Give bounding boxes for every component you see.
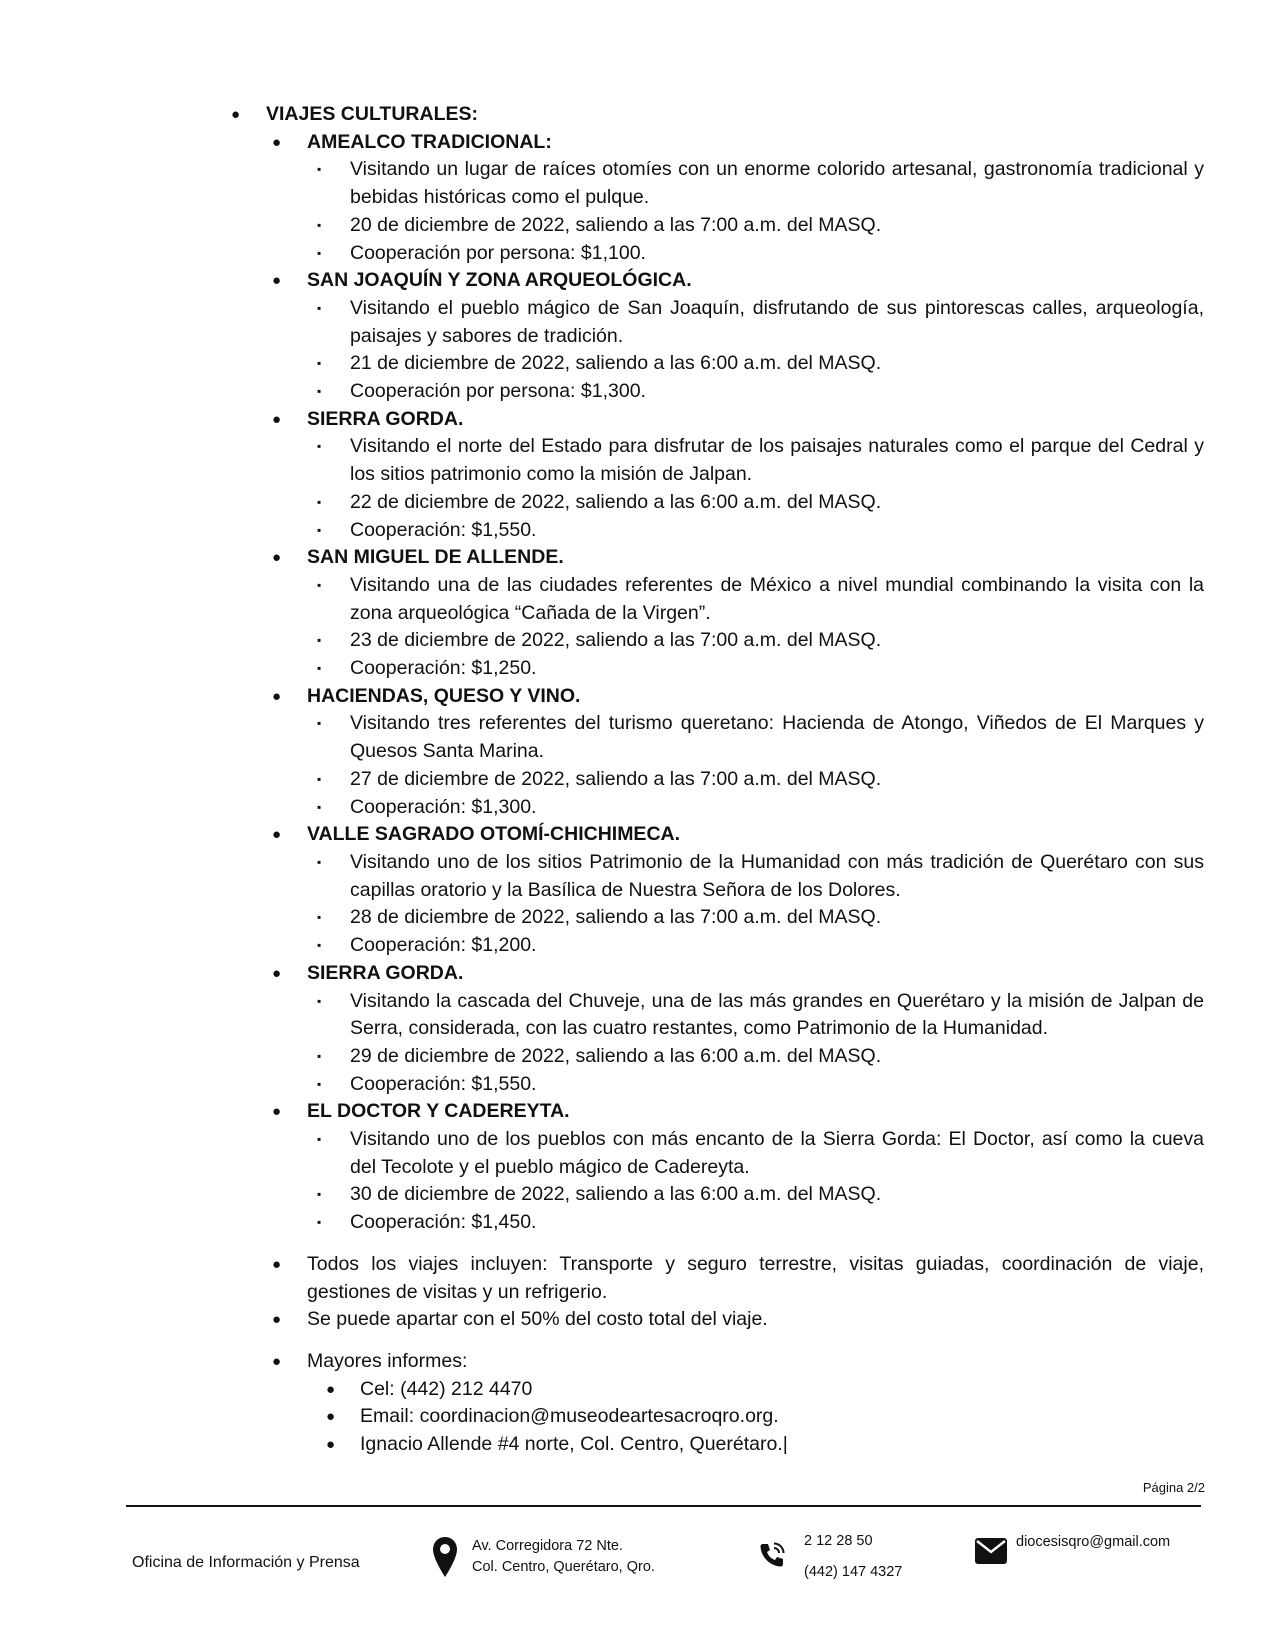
trip-cost: ▪ Cooperación por persona: $1,100. [317,241,646,264]
trip-description: ▪ Visitando una de las ciudades referentes de México a nivel mundial combinando la visita con la zona arqueológica “Cañada de la Virgen”. [317,573,1204,624]
page-number: Página 2/2 [1142,1480,1205,1495]
includes-note: ● Todos los viajes incluyen: Transporte y seguro terrestre, visitas guiadas, coordinación de viaje, gestiones de visitas y un refrigerio. [272,1252,1204,1303]
trip-date: ▪ 30 de diciembre de 2022, saliendo a las 6:00 a.m. del MASQ. [317,1183,882,1206]
footer-office: Oficina de Información y Prensa [132,1554,360,1571]
trip-cost: ▪ Cooperación: $1,450. [317,1211,537,1234]
trips-container [228,129,1204,1237]
deposit-note: ● Se puede apartar con el 50% del costo total del viaje. [272,1308,768,1331]
envelope-icon [975,1538,1007,1564]
trip-title: ● HACIENDAS, QUESO Y VINO. [272,684,581,707]
trips-list [228,101,1204,1459]
trip-cost: ▪ Cooperación: $1,550. [317,1072,537,1095]
trip-title: ● SIERRA GORDA. [272,961,464,984]
trip-date: ▪ 27 de diciembre de 2022, saliendo a las 7:00 a.m. del MASQ. [317,767,882,790]
trip-title: ● SAN MIGUEL DE ALLENDE. [272,546,564,569]
footer [0,1516,1275,1596]
info-heading: ● Mayores informes: [272,1349,468,1372]
info-item-email: ● Email: coordinacion@museodeartesacroqro.org. [326,1405,779,1428]
info-item-address: ● Ignacio Allende #4 norte, Col. Centro, Querétaro.| [326,1433,788,1456]
location-pin-icon [432,1536,458,1578]
trip-cost: ▪ Cooperación: $1,300. [317,795,537,818]
info-item-phone: ● Cel: (442) 212 4470 [326,1377,533,1400]
footer-phones: 2 12 28 50 (442) 147 4327 [804,1533,903,1580]
trip-title: ● EL DOCTOR Y CADEREYTA. [272,1100,570,1123]
trip-title: ● SAN JOAQUÍN Y ZONA ARQUEOLÓGICA. [272,269,692,292]
footer-address: Av. Corregidora 72 Nte. Col. Centro, Querétaro, Qro. [472,1538,655,1575]
trip-description: ▪ Visitando un lugar de raíces otomíes con un enorme colorido artesanal, gastronomía tradicional y bebidas históricas como el pulque. [317,158,1204,209]
phone-icon [757,1540,787,1570]
trip-date: ▪ 23 de diciembre de 2022, saliendo a las 7:00 a.m. del MASQ. [317,629,882,652]
trip-date: ▪ 28 de diciembre de 2022, saliendo a las 7:00 a.m. del MASQ. [317,906,882,929]
trip-title: ● VALLE SAGRADO OTOMÍ-CHICHIMECA. [272,823,681,846]
trip-description: ▪ Visitando tres referentes del turismo queretano: Hacienda de Atongo, Viñedos de El Marques y Quesos Santa Marina. [317,712,1204,763]
trip-description: ▪ Visitando uno de los sitios Patrimonio de la Humanidad con más tradición de Querétaro con sus capillas oratorio y la Basílica de Nuestra Señora de los Dolores. [317,850,1204,901]
trip-description: ▪ Visitando la cascada del Chuveje, una de las más grandes en Querétaro y la misión de Jalpan de Serra, considerada, con las cuatro restantes, como Patrimonio de la Humanidad. [317,989,1204,1040]
trip-description: ▪ Visitando el pueblo mágico de San Joaquín, disfrutando de sus pintorescas calles, arqueología, paisajes y sabores de tradición. [317,296,1204,347]
trip-date: ▪ 21 de diciembre de 2022, saliendo a las 6:00 a.m. del MASQ. [317,352,882,375]
trip-date: ▪ 22 de diciembre de 2022, saliendo a las 6:00 a.m. del MASQ. [317,490,882,513]
trip-date: ▪ 29 de diciembre de 2022, saliendo a las 6:00 a.m. del MASQ. [317,1044,882,1067]
trip-cost: ▪ Cooperación: $1,550. [317,518,537,541]
trip-title: ● SIERRA GORDA. [272,407,464,430]
trip-cost: ▪ Cooperación por persona: $1,300. [317,380,646,403]
trip-cost: ▪ Cooperación: $1,200. [317,934,537,957]
footer-email[interactable]: diocesisqro@gmail.com [1016,1534,1171,1550]
trip-description: ▪ Visitando uno de los pueblos con más encanto de la Sierra Gorda: El Doctor, así como la cueva del Tecolote y el pueblo mágico de Cadereyta. [317,1128,1204,1178]
trip-description: ▪ Visitando el norte del Estado para disfrutar de los paisajes naturales como el parque del Cedral y los sitios patrimonio como la misión de Jalpan. [317,435,1204,486]
trip-cost: ▪ Cooperación: $1,250. [317,657,537,680]
trip-title: ● AMEALCO TRADICIONAL: [272,130,552,153]
trip-date: ▪ 20 de diciembre de 2022, saliendo a las 7:00 a.m. del MASQ. [317,213,882,236]
section-heading: ● VIAJES CULTURALES: [231,103,478,125]
footer-divider [126,1505,1201,1507]
